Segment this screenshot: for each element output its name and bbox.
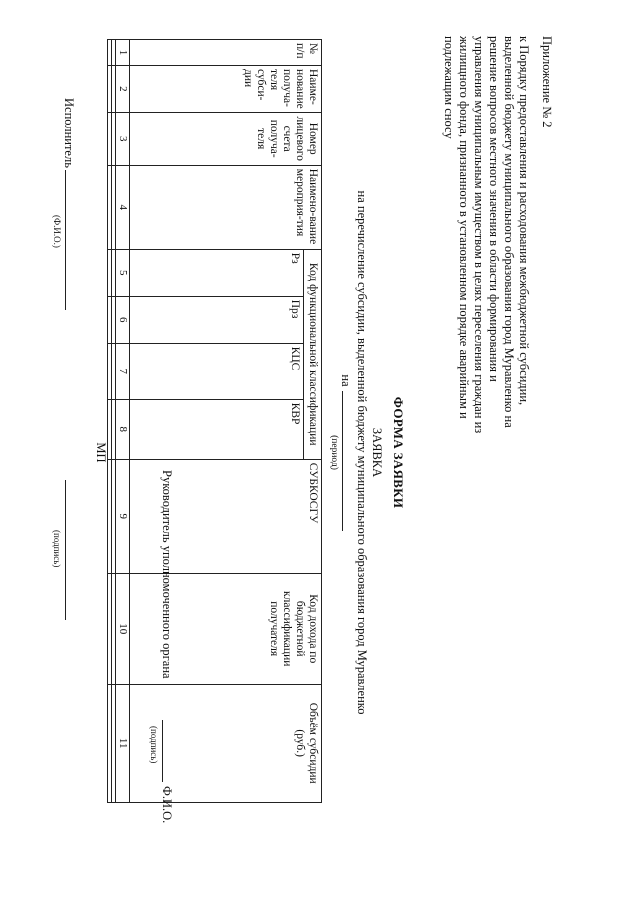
executor-fio-caption: (Ф.И.О.) <box>52 215 62 248</box>
appendix-header <box>433 36 554 441</box>
request-title-block <box>354 0 384 905</box>
executor-label: Исполнитель <box>62 98 76 168</box>
request-table <box>107 39 322 803</box>
table-cell <box>108 165 112 249</box>
header-kvr: КВР <box>130 399 304 459</box>
table-cell <box>112 684 116 802</box>
table-cell <box>108 684 112 802</box>
column-number: 2 <box>116 66 130 113</box>
table-cell <box>112 112 116 165</box>
column-number: 11 <box>116 684 130 802</box>
column-number: 4 <box>116 165 130 249</box>
header-rz: Рз <box>130 249 304 296</box>
executor-fio-line <box>65 170 66 310</box>
table-cell <box>108 66 112 113</box>
head-fio-label: Ф.И.О. <box>160 786 174 824</box>
table-cell <box>112 66 116 113</box>
table-cell <box>108 459 112 573</box>
header-amount: Объём субсидии (руб.) <box>130 684 322 802</box>
column-number: 8 <box>116 399 130 459</box>
table-cell <box>112 459 116 573</box>
header-prz: Прз <box>130 296 304 343</box>
column-number: 6 <box>116 296 130 343</box>
header-functional-classification: Код функциональной классификации <box>304 249 322 459</box>
request-title: ЗАЯВКА <box>370 427 384 478</box>
table-cell <box>108 40 112 66</box>
appendix-number: Приложение № 2 <box>540 36 554 128</box>
table-cell <box>108 573 112 684</box>
executor-signature-line <box>65 480 66 620</box>
table-cell <box>108 399 112 459</box>
table-cell <box>108 112 112 165</box>
column-number: 9 <box>116 459 130 573</box>
header-subkosgu: СУБКОСГУ <box>130 459 322 573</box>
table-cell <box>112 165 116 249</box>
table-row <box>108 40 112 803</box>
header-account: Номер лицевого счета получа-теля <box>130 112 322 165</box>
table-cell <box>108 249 112 296</box>
column-number: 1 <box>116 40 130 66</box>
header-kcs: КЦС <box>130 343 304 399</box>
table-cell <box>108 296 112 343</box>
form-title: ФОРМА ЗАЯВКИ <box>391 396 406 509</box>
head-signature-line <box>162 720 163 782</box>
appendix-text: к Порядку предоставления и расходования межбюджетной субсидии, выделенной бюджету муниципального образования город Муравленко на решение вопросов местного значения в области формирования и управления муниципальным имуществом в целях переселения граждан из жилищного фонда, признанного в установленном порядке аварийным и подлежащим сносу <box>442 36 531 434</box>
header-income-code: Код дохода по бюджетной классификации получателя <box>130 573 322 684</box>
table-cell <box>112 249 116 296</box>
column-number: 3 <box>116 112 130 165</box>
column-number: 7 <box>116 343 130 399</box>
table-cell <box>112 40 116 66</box>
column-number: 5 <box>116 249 130 296</box>
header-no: № п/п <box>130 40 322 66</box>
column-number: 10 <box>116 573 130 684</box>
head-of-authority-label: Руководитель уполномоченного органа <box>160 470 174 679</box>
table-cell <box>112 399 116 459</box>
table-cell <box>112 296 116 343</box>
period-prefix: на <box>339 374 353 387</box>
header-recipient: Наиме-нование получа-теля субси-дии <box>130 66 322 113</box>
table-row <box>112 40 116 803</box>
request-subtitle: на перечисление субсидии, выделенной бюджету муниципального образования город Муравленко <box>355 190 369 715</box>
head-signature-caption: (подпись) <box>149 726 159 764</box>
stamp-place-label: МП <box>94 442 108 463</box>
header-event: Наимено-вание мероприя-тия <box>130 165 322 249</box>
table-cell <box>112 343 116 399</box>
period-blank <box>342 391 354 531</box>
table-cell <box>112 573 116 684</box>
executor-signature-caption: (подпись) <box>52 530 62 568</box>
table-header-row <box>304 40 322 803</box>
table-cell <box>108 343 112 399</box>
period-line <box>338 0 354 905</box>
period-caption: (период) <box>329 435 339 470</box>
column-number-row <box>116 40 130 803</box>
